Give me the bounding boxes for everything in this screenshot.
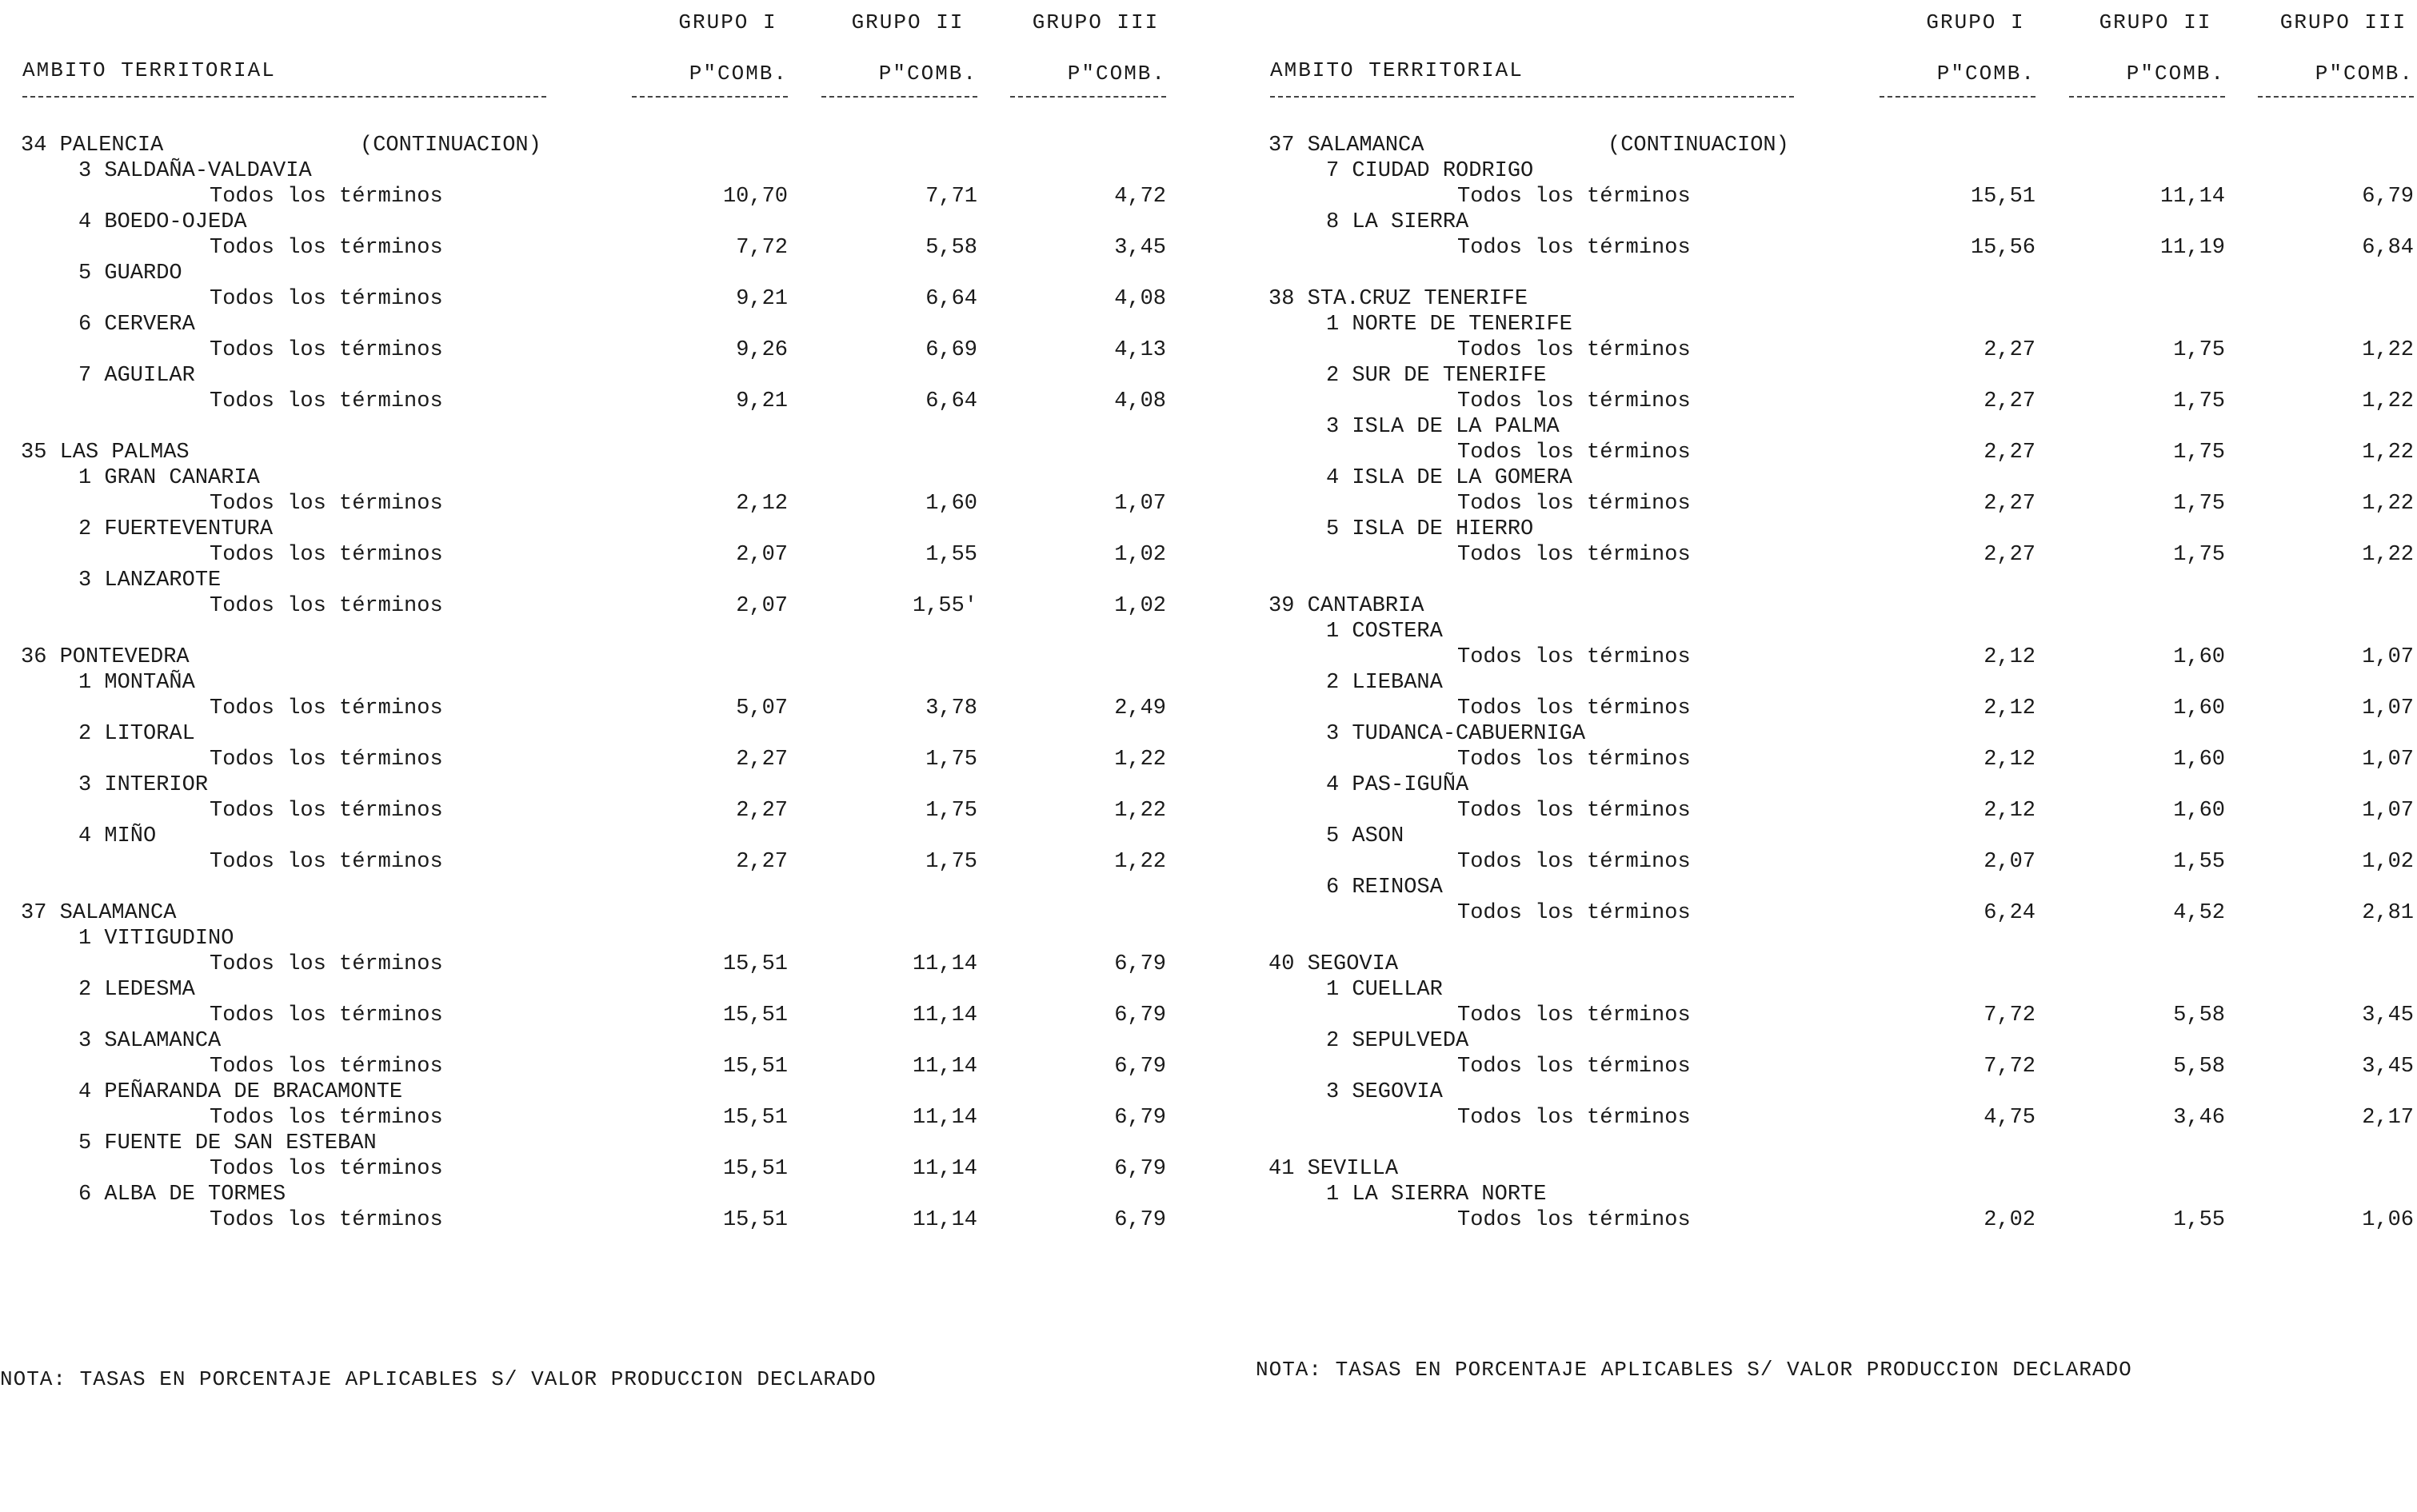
rate-value: 1,07	[2362, 748, 2414, 772]
terms-label: Todos los términos	[1457, 748, 1691, 772]
terms-label: Todos los términos	[1457, 389, 1691, 413]
rate-value: 1,07	[2362, 799, 2414, 823]
zone-name: 3 TUDANCA-CABUERNIGA	[1326, 722, 1586, 746]
rate-value: 1,07	[2362, 645, 2414, 669]
rate-value: 1,60	[2173, 696, 2225, 720]
rate-value: 2,27	[1984, 543, 2035, 567]
zone-name: 2 LITORAL	[78, 722, 195, 746]
rate-value: 1,60	[925, 492, 977, 516]
zone-name: 2 SEPULVEDA	[1326, 1029, 1469, 1053]
zone-name: 5 GUARDO	[78, 261, 182, 285]
terms-label: Todos los términos	[1457, 492, 1691, 516]
rate-value: 1,07	[1114, 492, 1166, 516]
zone-name: 7 CIUDAD RODRIGO	[1326, 159, 1534, 183]
terms-label: Todos los términos	[1457, 1003, 1691, 1027]
terms-label: Todos los términos	[210, 389, 443, 413]
left-table-column	[0, 0, 1200, 1512]
zone-name: 5 ASON	[1326, 824, 1404, 848]
zone-name: 3 SEGOVIA	[1326, 1080, 1443, 1104]
rate-value: 6,64	[925, 389, 977, 413]
rate-value: 9,21	[736, 389, 788, 413]
terms-label: Todos los términos	[210, 1003, 443, 1027]
rate-value: 15,51	[722, 1003, 788, 1027]
rate-value: 1,02	[1114, 594, 1166, 618]
rate-value: 1,60	[2173, 748, 2225, 772]
zone-name: 2 SUR DE TENERIFE	[1326, 364, 1547, 388]
rate-value: 15,56	[1970, 236, 2035, 260]
terms-label: Todos los términos	[210, 287, 443, 311]
rate-value: 6,79	[1114, 1003, 1166, 1027]
continuation-label: (CONTINUACION)	[1608, 134, 1789, 158]
rate-value: 1,75	[2173, 543, 2225, 567]
terms-label: Todos los términos	[210, 338, 443, 362]
zone-name: 1 NORTE DE TENERIFE	[1326, 313, 1572, 337]
province-name: 38 STA.CRUZ TENERIFE	[1268, 287, 1528, 311]
zone-name: 1 GRAN CANARIA	[78, 466, 260, 490]
rate-value: 4,08	[1114, 389, 1166, 413]
pcomb-header: P"COMB.	[878, 62, 977, 86]
rate-value: 11,14	[912, 952, 977, 976]
rate-value: 1,60	[2173, 799, 2225, 823]
zone-name: 1 MONTAÑA	[78, 671, 195, 695]
terms-label: Todos los términos	[1457, 185, 1691, 209]
terms-label: Todos los términos	[210, 850, 443, 874]
group-header: GRUPO I	[678, 10, 777, 34]
rate-value: 2,27	[736, 850, 788, 874]
ambito-header: AMBITO TERRITORIAL	[1270, 58, 1524, 82]
terms-label: Todos los términos	[1457, 1106, 1691, 1130]
rate-value: 3,45	[1114, 236, 1166, 260]
terms-label: Todos los términos	[1457, 850, 1691, 874]
rate-value: 1,22	[2362, 543, 2414, 567]
rate-value: 11,14	[912, 1157, 977, 1181]
rate-value: 1,22	[2362, 492, 2414, 516]
zone-name: 2 FUERTEVENTURA	[78, 517, 274, 541]
rate-value: 1,06	[2362, 1208, 2414, 1232]
rate-value: 1,55	[2173, 1208, 2225, 1232]
continuation-label: (CONTINUACION)	[360, 134, 541, 158]
zone-name: 6 REINOSA	[1326, 876, 1443, 900]
rate-value: 9,21	[736, 287, 788, 311]
rate-value: 2,27	[1984, 389, 2035, 413]
rate-value: 6,79	[1114, 1106, 1166, 1130]
zone-name: 4 BOEDO-OJEDA	[78, 210, 247, 234]
province-name: 34 PALENCIA	[21, 134, 164, 158]
province-name: 36 PONTEVEDRA	[21, 645, 190, 669]
terms-label: Todos los términos	[1457, 543, 1691, 567]
terms-label: Todos los términos	[210, 952, 443, 976]
rate-value: 2,12	[1984, 799, 2035, 823]
rate-value: 6,79	[1114, 952, 1166, 976]
zone-name: 4 MIÑO	[78, 824, 157, 848]
footnote: NOTA: TASAS EN PORCENTAJE APLICABLES S/ VALOR PRODUCCION DECLARADO	[1256, 1358, 2132, 1382]
rate-value: 4,08	[1114, 287, 1166, 311]
rate-value: 1,22	[2362, 338, 2414, 362]
terms-label: Todos los términos	[210, 1055, 443, 1079]
rate-value: 15,51	[722, 1055, 788, 1079]
terms-label: Todos los términos	[1457, 236, 1691, 260]
rate-value: 11,14	[912, 1208, 977, 1232]
province-name: 35 LAS PALMAS	[21, 441, 190, 465]
rate-value: 1,22	[1114, 799, 1166, 823]
pcomb-header: P"COMB.	[2126, 62, 2225, 86]
rate-value: 1,75	[925, 850, 977, 874]
terms-label: Todos los términos	[210, 543, 443, 567]
rate-value: 5,58	[2173, 1003, 2225, 1027]
rate-value: 2,07	[736, 543, 788, 567]
province-name: 37 SALAMANCA	[1268, 134, 1424, 158]
zone-name: 4 PAS-IGUÑA	[1326, 773, 1469, 797]
rate-value: 1,60	[2173, 645, 2225, 669]
province-name: 39 CANTABRIA	[1268, 594, 1424, 618]
zone-name: 1 COSTERA	[1326, 620, 1443, 644]
rate-value: 2,27	[1984, 492, 2035, 516]
zone-name: 1 VITIGUDINO	[78, 927, 234, 951]
rate-value: 15,51	[722, 1157, 788, 1181]
rate-value: 11,14	[912, 1106, 977, 1130]
rate-value: 1,75	[925, 799, 977, 823]
zone-name: 1 LA SIERRA NORTE	[1326, 1183, 1547, 1207]
terms-label: Todos los términos	[210, 696, 443, 720]
zone-name: 3 ISLA DE LA PALMA	[1326, 415, 1560, 439]
rate-value: 3,45	[2362, 1055, 2414, 1079]
pcomb-header: P"COMB.	[689, 62, 788, 86]
ambito-underline	[22, 96, 546, 98]
rate-value: 1,02	[2362, 850, 2414, 874]
rate-value: 1,22	[1114, 748, 1166, 772]
terms-label: Todos los términos	[1457, 799, 1691, 823]
pcomb-underline	[2258, 96, 2414, 98]
ambito-underline	[1270, 96, 1794, 98]
rate-value: 2,12	[736, 492, 788, 516]
rate-value: 11,14	[2159, 185, 2225, 209]
pcomb-header: P"COMB.	[1067, 62, 1166, 86]
terms-label: Todos los términos	[210, 748, 443, 772]
rate-value: 6,79	[1114, 1055, 1166, 1079]
rate-value: 15,51	[722, 952, 788, 976]
rate-value: 2,12	[1984, 748, 2035, 772]
terms-label: Todos los términos	[210, 594, 443, 618]
rate-value: 1,22	[1114, 850, 1166, 874]
rate-value: 4,13	[1114, 338, 1166, 362]
rate-value: 1,55	[2173, 850, 2225, 874]
rate-value: 3,46	[2173, 1106, 2225, 1130]
province-name: 37 SALAMANCA	[21, 901, 177, 925]
rate-value: 2,27	[1984, 441, 2035, 465]
terms-label: Todos los términos	[1457, 441, 1691, 465]
rate-value: 6,69	[925, 338, 977, 362]
rate-value: 1,75	[2173, 338, 2225, 362]
pcomb-underline	[632, 96, 788, 98]
rate-value: 7,72	[736, 236, 788, 260]
rate-value: 2,02	[1984, 1208, 2035, 1232]
zone-name: 6 CERVERA	[78, 313, 195, 337]
group-header: GRUPO II	[2099, 10, 2212, 34]
rate-value: 1,75	[925, 748, 977, 772]
terms-label: Todos los términos	[210, 185, 443, 209]
rate-value: 2,07	[736, 594, 788, 618]
rate-value: 1,02	[1114, 543, 1166, 567]
footnote: NOTA: TASAS EN PORCENTAJE APLICABLES S/ VALOR PRODUCCION DECLARADO	[0, 1367, 877, 1391]
rate-value: 15,51	[1970, 185, 2035, 209]
zone-name: 2 LEDESMA	[78, 978, 195, 1002]
pcomb-underline	[1880, 96, 2035, 98]
pcomb-underline	[1010, 96, 1166, 98]
rate-value: 2,27	[736, 748, 788, 772]
rate-value: 2,49	[1114, 696, 1166, 720]
zone-name: 4 PEÑARANDA DE BRACAMONTE	[78, 1080, 403, 1104]
rate-value: 11,14	[912, 1055, 977, 1079]
terms-label: Todos los términos	[210, 236, 443, 260]
rate-value: 5,07	[736, 696, 788, 720]
rate-value: 7,71	[925, 185, 977, 209]
group-header: GRUPO III	[2279, 10, 2407, 34]
rate-value: 2,17	[2362, 1106, 2414, 1130]
terms-label: Todos los términos	[1457, 338, 1691, 362]
ambito-header: AMBITO TERRITORIAL	[22, 58, 276, 82]
pcomb-underline	[821, 96, 977, 98]
terms-label: Todos los términos	[1457, 696, 1691, 720]
zone-name: 4 ISLA DE LA GOMERA	[1326, 466, 1572, 490]
rate-value: 7,72	[1984, 1003, 2035, 1027]
zone-name: 7 AGUILAR	[78, 364, 195, 388]
province-name: 40 SEGOVIA	[1268, 952, 1399, 976]
zone-name: 3 LANZAROTE	[78, 568, 222, 592]
rate-value: 15,51	[722, 1106, 788, 1130]
rate-value: 2,81	[2362, 901, 2414, 925]
rate-value: 7,72	[1984, 1055, 2035, 1079]
pcomb-header: P"COMB.	[1936, 62, 2035, 86]
rate-value: 15,51	[722, 1208, 788, 1232]
group-header: GRUPO II	[851, 10, 965, 34]
pcomb-underline	[2069, 96, 2225, 98]
rate-value: 6,79	[2362, 185, 2414, 209]
rate-value: 2,12	[1984, 645, 2035, 669]
terms-label: Todos los términos	[210, 1208, 443, 1232]
rate-value: 1,75	[2173, 492, 2225, 516]
rate-value: 2,12	[1984, 696, 2035, 720]
zone-name: 3 SALAMANCA	[78, 1029, 222, 1053]
zone-name: 8 LA SIERRA	[1326, 210, 1469, 234]
terms-label: Todos los términos	[210, 492, 443, 516]
rate-value: 4,75	[1984, 1106, 2035, 1130]
group-header: GRUPO I	[1926, 10, 2025, 34]
zone-name: 3 SALDAÑA-VALDAVIA	[78, 159, 312, 183]
rate-value: 1,22	[2362, 441, 2414, 465]
zone-name: 2 LIEBANA	[1326, 671, 1443, 695]
rate-value: 1,55'	[912, 594, 977, 618]
rate-value: 10,70	[722, 185, 788, 209]
terms-label: Todos los términos	[210, 799, 443, 823]
terms-label: Todos los términos	[1457, 1055, 1691, 1079]
rate-value: 1,55	[925, 543, 977, 567]
rate-value: 6,84	[2362, 236, 2414, 260]
terms-label: Todos los términos	[1457, 1208, 1691, 1232]
rate-value: 11,19	[2159, 236, 2225, 260]
zone-name: 1 CUELLAR	[1326, 978, 1443, 1002]
rate-value: 1,75	[2173, 389, 2225, 413]
rate-value: 2,27	[1984, 338, 2035, 362]
terms-label: Todos los términos	[210, 1106, 443, 1130]
rate-value: 1,07	[2362, 696, 2414, 720]
rate-value: 6,79	[1114, 1208, 1166, 1232]
rate-value: 5,58	[925, 236, 977, 260]
zone-name: 5 ISLA DE HIERRO	[1326, 517, 1534, 541]
terms-label: Todos los términos	[210, 1157, 443, 1181]
rate-value: 3,45	[2362, 1003, 2414, 1027]
rate-value: 6,79	[1114, 1157, 1166, 1181]
rate-value: 9,26	[736, 338, 788, 362]
rate-value: 4,72	[1114, 185, 1166, 209]
right-table-column	[1248, 0, 2417, 1512]
terms-label: Todos los términos	[1457, 645, 1691, 669]
province-name: 41 SEVILLA	[1268, 1157, 1399, 1181]
rate-value: 2,07	[1984, 850, 2035, 874]
zone-name: 6 ALBA DE TORMES	[78, 1183, 286, 1207]
rate-value: 6,64	[925, 287, 977, 311]
rate-value: 11,14	[912, 1003, 977, 1027]
rate-value: 5,58	[2173, 1055, 2225, 1079]
rate-value: 1,22	[2362, 389, 2414, 413]
rate-value: 2,27	[736, 799, 788, 823]
rate-value: 3,78	[925, 696, 977, 720]
rate-value: 1,75	[2173, 441, 2225, 465]
zone-name: 5 FUENTE DE SAN ESTEBAN	[78, 1131, 377, 1155]
pcomb-header: P"COMB.	[2315, 62, 2414, 86]
group-header: GRUPO III	[1032, 10, 1160, 34]
rate-value: 6,24	[1984, 901, 2035, 925]
zone-name: 3 INTERIOR	[78, 773, 209, 797]
rate-value: 4,52	[2173, 901, 2225, 925]
terms-label: Todos los términos	[1457, 901, 1691, 925]
